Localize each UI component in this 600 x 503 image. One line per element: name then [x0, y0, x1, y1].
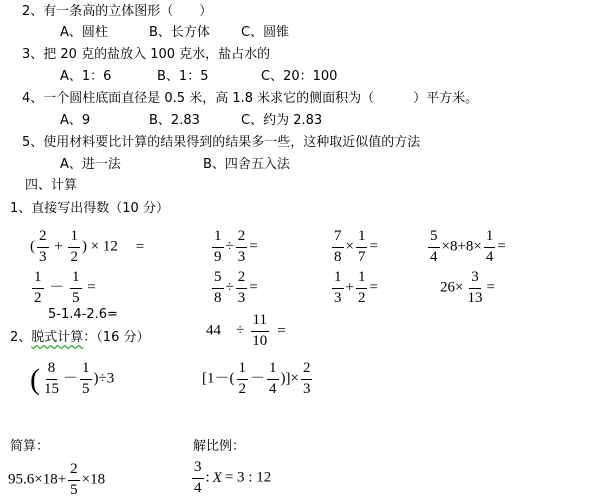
- question-5-option-b: B、四舍五入法: [203, 157, 290, 172]
- expr-3: $\frac{7}{8}$ × $\frac{1}{7}$ =: [334, 228, 378, 265]
- simplify-label: 简算：: [10, 439, 50, 454]
- expr-2: $\frac{1}{9}$ ÷ $\frac{2}{3}$ =: [214, 228, 258, 265]
- section-4-heading: 四、计算: [25, 178, 78, 193]
- expr-4: $\frac{5}{4}$ ×8+8× $\frac{1}{4}$ =: [430, 228, 506, 265]
- expr-6: $\frac{5}{8}$ ÷ $\frac{2}{3}$ =: [214, 269, 258, 306]
- expr-8: 26× $\frac{3}{13}$ =: [440, 269, 495, 306]
- expr-7: $\frac{1}{3}$ + $\frac{1}{2}$ =: [334, 269, 378, 306]
- part-1-heading: 1、直接写出得数（10 分）: [10, 201, 169, 216]
- question-4-option-a: A、9: [60, 113, 91, 128]
- p2-expr-2: [1－( $\frac{1}{2}$ － $\frac{1}{4}$ )]× $\frac{2}{3}$: [202, 360, 311, 397]
- expr-10: 44 ÷ $\frac{11}{10}$ =: [206, 312, 286, 349]
- question-2-stem: 2、有一条高的立体图形（ ）: [22, 4, 213, 19]
- question-4-stem: 4、一个圆柱底面直径是 0.5 米，高 1.8 米求它的侧面积为（ ）平方米。: [22, 91, 479, 106]
- question-2-option-c: C、圆锥: [241, 25, 290, 40]
- expr-5: $\frac{1}{2}$ － $\frac{1}{5}$ =: [34, 269, 96, 306]
- simplify-expr: 95.6×18+ $\frac{2}{5}$ ×18: [8, 461, 106, 498]
- p2-expr-1: ( $\frac{8}{15}$ － $\frac{1}{5}$ )÷3: [30, 360, 115, 397]
- question-4-option-b: B、2.83: [149, 113, 200, 128]
- question-5-stem: 5、使用材料要比计算的结果得到的结果多一些，这种取近似值的方法: [22, 135, 421, 150]
- expr-9: 5-1.4-2.6=: [48, 307, 118, 322]
- question-4-option-c: C、约为 2.83: [241, 113, 323, 128]
- solve-ratio-label: 解比例：: [193, 439, 246, 454]
- question-2-option-b: B、长方体: [149, 25, 210, 40]
- expr-1: ( $\frac{2}{3}$ + $\frac{1}{2}$ ) × 12 =: [30, 228, 145, 265]
- question-5-option-a: A、进一法: [60, 157, 121, 172]
- question-3-option-a: A、1：6: [60, 69, 112, 84]
- question-3-stem: 3、把 20 克的盐放入 100 克水，盐占水的: [22, 47, 271, 62]
- question-2-option-a: A、圆柱: [60, 25, 108, 40]
- part-2-heading: 2、脱式计算：（16 分）: [10, 330, 150, 345]
- question-3-option-b: B、1：5: [157, 69, 209, 84]
- ratio-expr: $\frac{3}{4}$ : X = 3 : 12: [194, 459, 272, 496]
- question-3-option-c: C、20：100: [261, 69, 338, 84]
